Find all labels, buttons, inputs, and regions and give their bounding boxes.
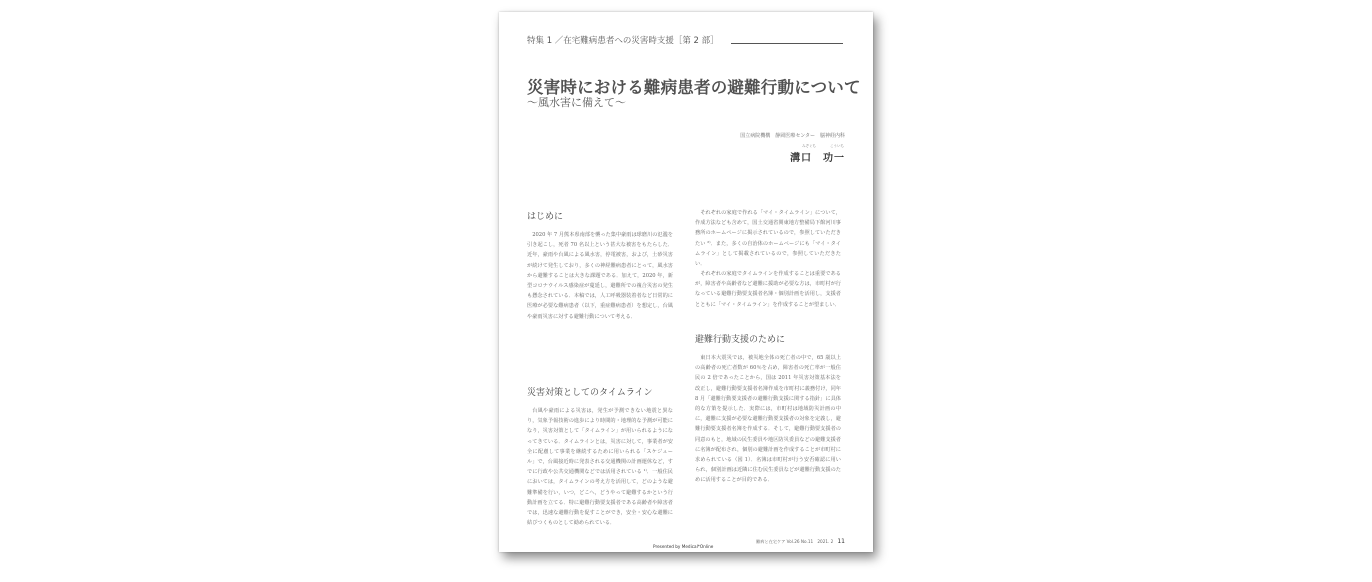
journal-footer	[756, 538, 845, 545]
series-header: 特集 1 ／在宅難病患者への災害時支援［第 2 部］	[527, 36, 719, 46]
article-title: 災害時における難病患者の避難行動について	[527, 78, 861, 97]
evacuation-paragraph: 東日本大震災では，被災地全体の死亡者の中で，65 歳以上の高齢者の死亡者数が 60％を占め，障害者の死亡率が一般住民の 2 倍であったことから，国は 2011 年災害対策基本法を改正し，避難行動要支援者名簿作成を市町村に義務付け，同年 8 月「避難行動要支援者の避難行動支援に関する指針」に具体的な方策を提示した．実際には，市町村は地域防災計画の中に，避難に支援が必要な避難行動要支援者の対象を定義し，避難行動要支援者名簿を作成する．そして，避難行動要支援者の同意のもと，地域の民生委員や地区防災委員などの避難支援者に名簿が配布され，個別の避難計画を作成することが市町村に求められている（図 1）．名簿は市町村が行う安否確認に用いられ，個別計画は近隣に住む民生委員などが避難行動支援のために活用することが目的である．	[695, 355, 841, 484]
section-heading-evacuation: 避難行動支援のために	[695, 335, 786, 345]
ruby-given: こういち	[830, 144, 844, 148]
timeline-paragraph: 台風や豪雨による災害は，発生が予測できない地震と異なり，気象予報技術の進歩により時間的・地理的な予測が可能になり，災害対策として「タイムライン」が用いられるようになってきている．タイムラインとは，災害に対して，事業者が安全に配慮して事業を継続するために用いられる「スケジュール」で，台風接近時に発表される交通機関の計画運休など，すでに行政や公共交通機関などでは活用されている ¹⁾．一般住民においては，タイムラインの考え方を活用して，どのような避難準備を行い，いつ，どこへ，どうやって避難するかという行動計画を立てる．特に避難行動要支援者である高齢者や障害者では，迅速な避難行動を促すことができ，安全・安心な避難に結びつくものとして勧められている．	[527, 408, 673, 527]
section-heading-timeline: 災害対策としてのタイムライン	[527, 388, 653, 398]
header-rule	[731, 43, 843, 44]
document-page	[499, 12, 873, 552]
my-timeline-paragraph: それぞれの家庭で作れる「マイ・タイムライン」について，作成方法なども含めて，国土交通省関東地方整備局下館河川事務所のホームページに掲示されているので，参照していただきたい ²⁾．また，多くの自治体のホームページにも「マイ・タイムライン」として掲載されているので，参照していただきたい．	[695, 210, 841, 268]
author-affiliation: 国立病院機構 静岡医療センター 脳神経内科	[740, 133, 845, 139]
article-subtitle: 〜風水害に備えて〜	[527, 96, 626, 109]
support-paragraph: それぞれの家庭でタイムラインを作成することは重要であるが，障害者や高齢者など避難に援助が必要な方は，市町村が行なっている避難行動要支援者名簿・個別計画を活用し，支援者とともに「マイ・タイムライン」を作成することが望ましい．	[695, 271, 841, 308]
intro-paragraph: 2020 年 7 月熊本県南部を襲った集中豪雨は球磨川の氾濫を引き起こし，死者 70 名以上という甚大な被害をもたらした．近年，豪雨や台風による風水害，停電被害，および，土砂災害が続けて発生しており，多くの神経難病患者にとって，風水害から避難することは大きな課題である．加えて，2020 年，新型コロナウイルス感染症が蔓延し，避難所での複合災害の発生も懸念されている．本稿では，人工呼吸器装着者など日常的に医療が必要な難病患者（以下，重症難病患者）を想定し，台風や豪雨災害に対する避難行動について考える．	[527, 232, 673, 320]
right-column	[695, 208, 841, 527]
section-heading-intro: はじめに	[527, 212, 564, 222]
ruby-surname: みぞぐち	[802, 144, 816, 148]
journal-info: 難病と在宅ケア Vol.26 No.11 2021. 2	[756, 539, 834, 544]
left-column	[527, 209, 673, 560]
page-number: 11	[837, 538, 845, 545]
author-name: 溝口 功一	[790, 153, 845, 164]
presented-by: Presented by Medical*Online	[653, 544, 714, 549]
